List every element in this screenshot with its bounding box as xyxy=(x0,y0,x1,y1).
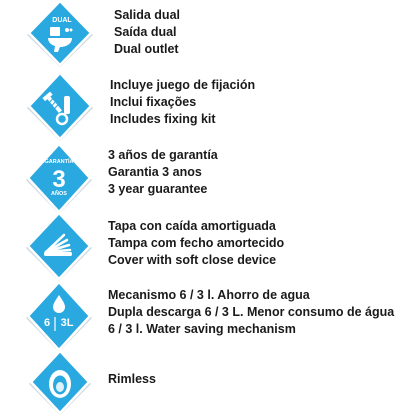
badge-left-value: 6 xyxy=(43,317,51,329)
feature-text xyxy=(114,7,180,58)
water-saving-icon xyxy=(22,281,96,353)
feature-text xyxy=(108,147,218,198)
feature-dual-outlet xyxy=(0,0,416,68)
soft-close-icon xyxy=(22,212,96,282)
fixing-kit-icon xyxy=(24,72,96,142)
feature-line-es: 3 años de garantía xyxy=(108,148,218,162)
feature-line-en: 3 year guarantee xyxy=(108,182,208,196)
badge-number: 3 xyxy=(52,166,66,193)
dual-flush-toilet-icon xyxy=(24,0,96,68)
feature-line-pt: Inclui fixações xyxy=(110,95,197,109)
rimless-icon xyxy=(26,350,94,416)
feature-rimless xyxy=(0,350,416,416)
feature-line-pt: Garantia 3 anos xyxy=(108,165,202,179)
feature-text xyxy=(108,218,284,269)
feature-line-en: Dual outlet xyxy=(114,42,179,56)
feature-line-es: Mecanismo 6 / 3 l. Ahorro de agua xyxy=(108,288,310,302)
feature-line-es: Tapa con caída amortiguada xyxy=(108,219,276,233)
feature-guarantee xyxy=(0,143,416,215)
guarantee-icon xyxy=(22,143,96,215)
feature-text xyxy=(108,371,156,388)
feature-fixing-kit xyxy=(0,72,416,144)
feature-line-es: Incluye juego de fijación xyxy=(110,78,256,92)
badge-right-value: 3L xyxy=(60,317,74,329)
feature-line-en: Rimless xyxy=(108,372,156,386)
feature-line-es: Salida dual xyxy=(114,8,180,22)
badge-label-anos: AÑOS xyxy=(51,191,67,197)
feature-line-pt: Saída dual xyxy=(114,25,177,39)
feature-line-pt: Tampa com fecho amortecido xyxy=(108,236,285,250)
feature-text xyxy=(110,77,255,128)
badge-label-dual: DUAL xyxy=(52,17,72,24)
feature-line-en: Cover with soft close device xyxy=(108,253,277,267)
feature-line-en: 6 / 3 l. Water saving mechanism xyxy=(108,322,296,336)
feature-line-pt: Dupla descarga 6 / 3 L. Menor consumo de água xyxy=(108,305,395,319)
feature-water-saving xyxy=(0,281,416,353)
feature-soft-close xyxy=(0,212,416,282)
badge-label-garantia: GARANTÍA xyxy=(44,159,74,165)
feature-line-en: Includes fixing kit xyxy=(110,112,216,126)
feature-text xyxy=(108,287,394,338)
